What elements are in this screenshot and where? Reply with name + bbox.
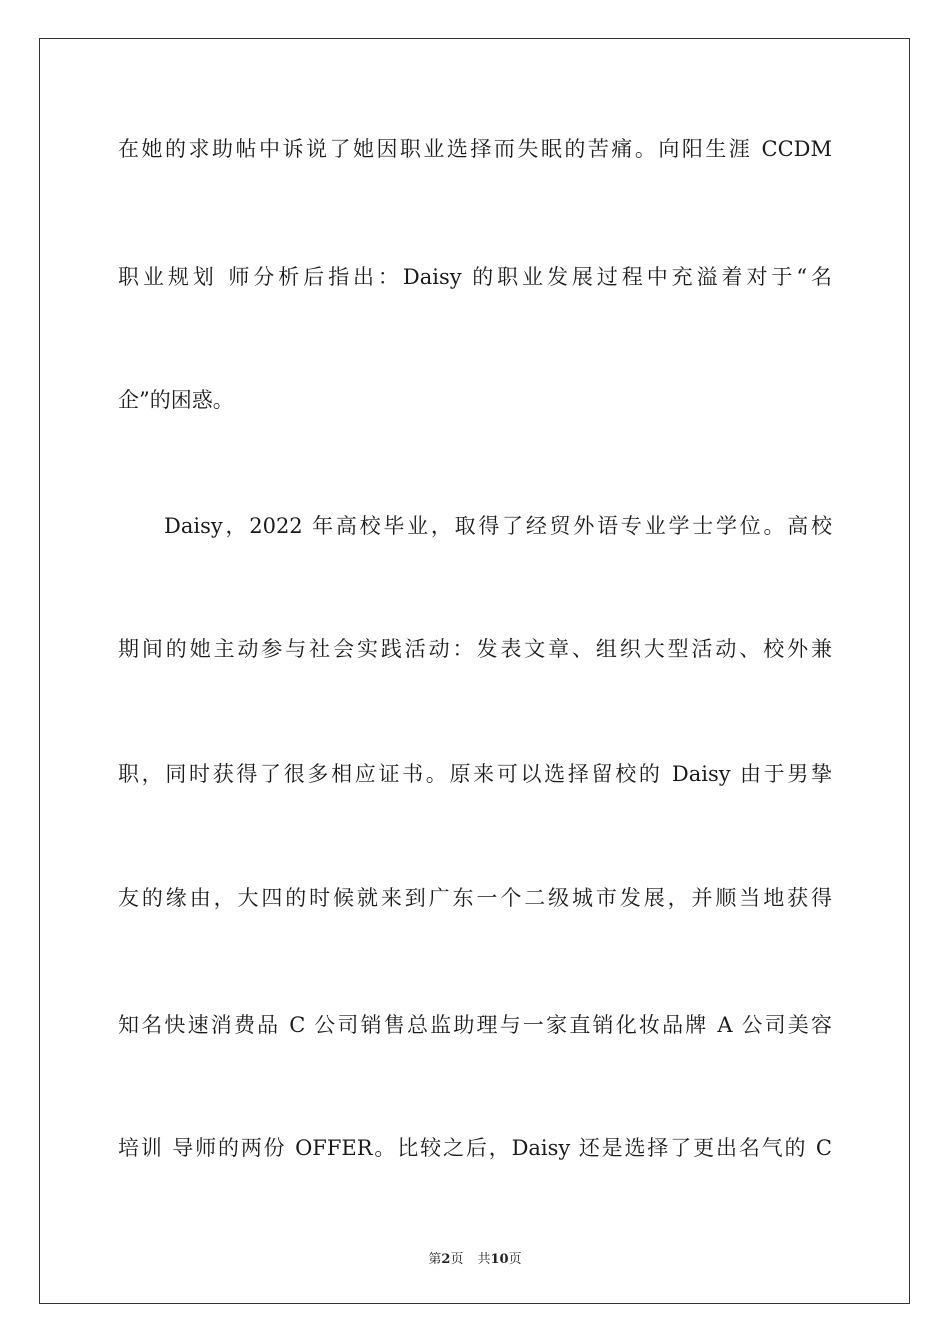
- text-line: 企”的困惑。: [118, 388, 234, 412]
- page-suffix: 页: [450, 1252, 464, 1267]
- page-prefix: 第: [428, 1252, 442, 1267]
- text-line: 职业规划 师分析后指出：Daisy 的职业发展过程中充溢着对于“名: [118, 265, 832, 289]
- text-line: 在她的求助帖中诉说了她因职业选择而失眠的苦痛。向阳生涯 CCDM: [118, 137, 832, 161]
- page-number: 2: [441, 1252, 451, 1267]
- page-border: [39, 38, 910, 1304]
- page-footer: [0, 1248, 950, 1267]
- total-suffix: 页: [508, 1252, 522, 1267]
- text-line: 职，同时获得了很多相应证书。原来可以选择留校的 Daisy 由于男挚: [118, 762, 832, 786]
- paragraph-start-line: Daisy，2022 年高校毕业，取得了经贸外语专业学士学位。高校: [164, 514, 832, 538]
- total-pages: 10: [490, 1252, 509, 1267]
- text-line: 期间的她主动参与社会实践活动：发表文章、组织大型活动、校外兼: [118, 637, 832, 661]
- text-line: 友的缘由，大四的时候就来到广东一个二级城市发展，并顺当地获得: [118, 886, 832, 910]
- text-line: 知名快速消费品 C 公司销售总监助理与一家直销化妆品牌 A 公司美容: [118, 1013, 832, 1037]
- text-line: 培训 导师的两份 OFFER。比较之后，Daisy 还是选择了更出名气的 C: [118, 1136, 832, 1160]
- total-prefix: 共: [477, 1252, 491, 1267]
